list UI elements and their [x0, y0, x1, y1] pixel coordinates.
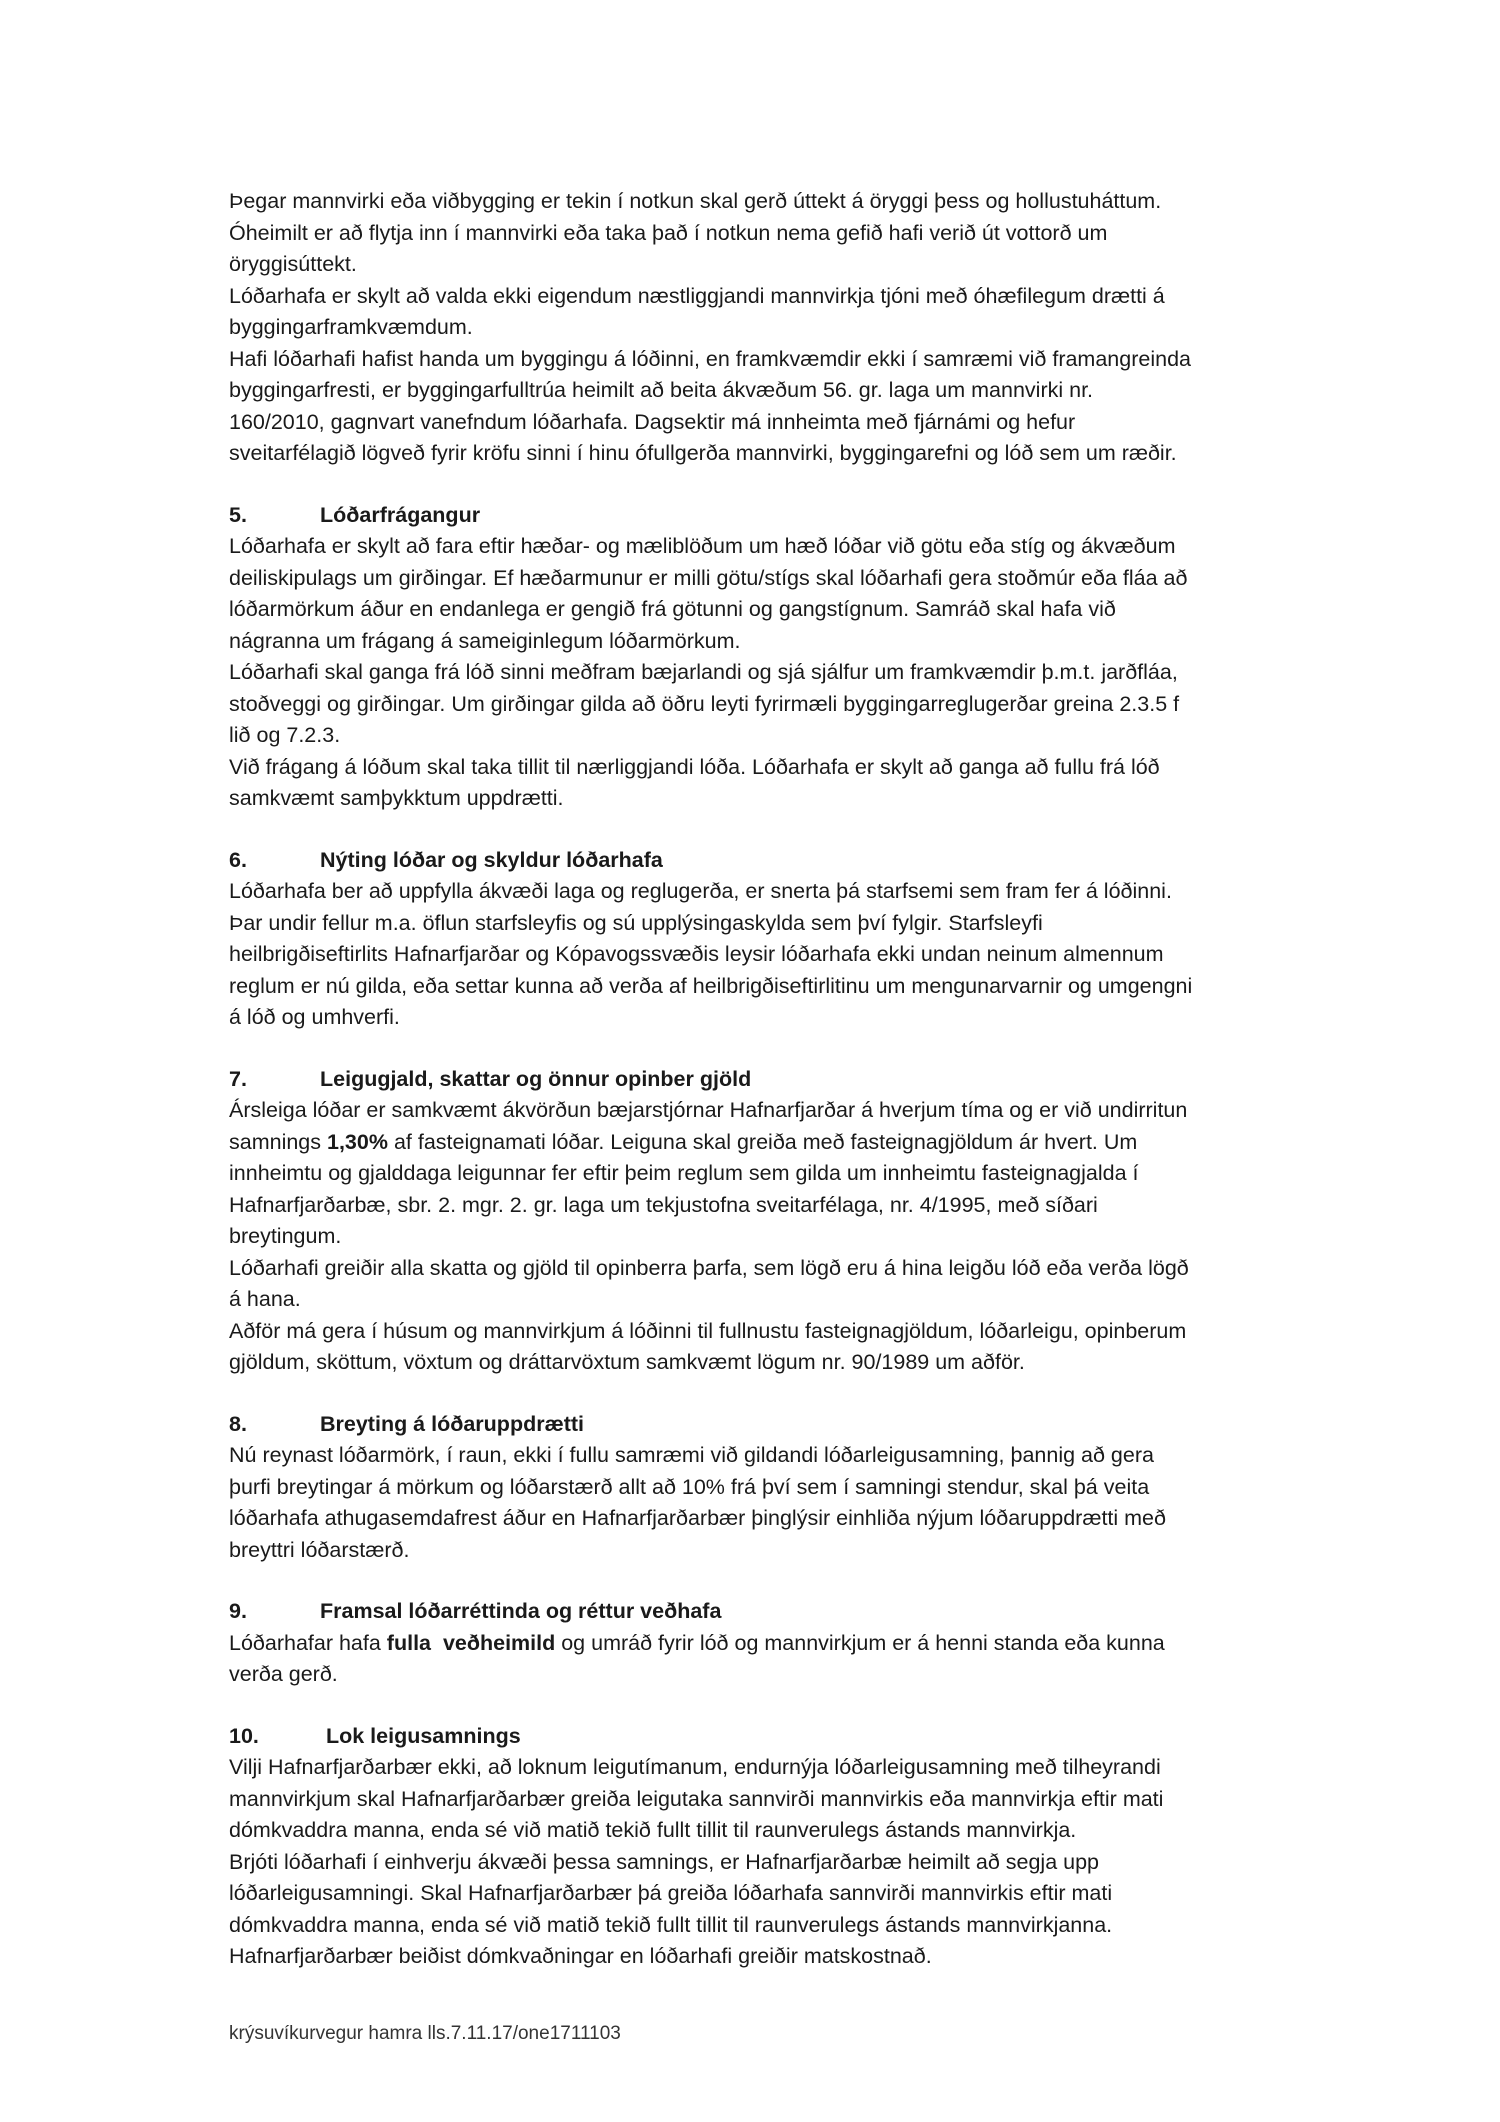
text-line: Lóðarhafa ber að uppfylla ákvæði laga og reglugerða, er snerta þá starfsemi sem fram fer á lóðinni. — [229, 879, 1172, 903]
text-line: lóðarmörkum áður en endanlega er gengið frá götunni og gangstígnum. Samráð skal hafa við — [229, 597, 1116, 621]
text-line: gjöldum, sköttum, vöxtum og dráttarvöxtum samkvæmt lögum nr. 90/1989 um aðför. — [229, 1350, 1025, 1374]
section-body — [229, 1095, 1289, 1379]
text-line: Aðför má gera í húsum og mannvirkjum á lóðinni til fullnustu fasteignagjöldum, lóðarleigu, opinberum — [229, 1318, 1187, 1343]
text-line: byggingarfresti, er byggingarfulltrúa heimilt að beita ákvæðum 56. gr. laga um mannvirki nr. — [229, 378, 1094, 402]
text-line: á lóð og umhverfi. — [229, 1005, 400, 1029]
section-heading — [229, 845, 1289, 877]
text-line: á hana. — [229, 1287, 301, 1311]
section-heading — [229, 1064, 1289, 1096]
text-line: Lóðarhafi skal ganga frá lóð sinni meðfram bæjarlandi og sjá sjálfur um framkvæmdir þ.m.t. jarðfláa, — [229, 660, 1178, 684]
section-body — [229, 1440, 1289, 1566]
section-9 — [229, 1596, 1289, 1691]
bold-term: fulla veðheimild — [386, 1630, 556, 1655]
section-number: 6. — [229, 847, 247, 872]
text-line — [229, 1127, 1289, 1159]
text-line: Lóðarhafa er skylt að fara eftir hæðar- og mæliblöðum um hæð lóðar við götu eða stíg og ákvæðum — [229, 534, 1176, 558]
text-line: Ársleiga lóðar er samkvæmt ákvörðun bæjarstjórnar Hafnarfjarðar á hverjum tíma og er við undirritun — [229, 1098, 1188, 1122]
text-line: dómkvaddra manna, enda sé við matið tekið fullt tillit til raunverulegs ástands mannvirkja. — [229, 1818, 1077, 1842]
section-title: Framsal lóðarréttinda og réttur veðhafa — [320, 1599, 722, 1623]
text-line: dómkvaddra manna, enda sé við matið tekið fullt tillit til raunverulegs ástands mannvirkjanna. — [229, 1912, 1113, 1937]
section-title: Lok leigusamnings — [320, 1723, 521, 1748]
section-number: 8. — [229, 1411, 247, 1436]
text-line: Óheimilt er að flytja inn í mannvirki eða taka það í notkun nema gefið hafi verið út vottorð um — [229, 220, 1108, 245]
text-run: Lóðarhafar hafa — [229, 1630, 387, 1655]
section-title: Lóðarfrágangur — [320, 502, 481, 527]
section-body — [229, 1752, 1289, 1973]
text-line: Hafnarfjarðarbær beiðist dómkvaðningar en lóðarhafi greiðir matskostnað. — [229, 1944, 932, 1968]
text-line: öryggisúttekt. — [229, 252, 357, 276]
text-line — [229, 1628, 1289, 1660]
text-line: nágranna um frágang á sameiginlegum lóðarmörkum. — [229, 628, 741, 653]
text-line: Lóðarhafa er skylt að valda ekki eigendum næstliggjandi mannvirkja tjóni með óhæfilegum drætti á — [229, 283, 1165, 308]
section-number: 7. — [229, 1066, 247, 1091]
section-7 — [229, 1064, 1289, 1379]
page-footer: krýsuvíkurvegur hamra lls.7.11.17/one1711103 — [229, 2023, 621, 2044]
text-run: og umráð fyrir lóð og mannvirkjum er á henni standa eða kunna — [555, 1630, 1165, 1655]
text-line: stoðveggi og girðingar. Um girðingar gilda að öðru leyti fyrirmæli byggingarreglugerðar greina 2.3.5 f — [229, 691, 1180, 716]
text-line: innheimtu og gjalddaga leigunnar fer eftir þeim reglum sem gilda um innheimtu fasteignagjalda í — [229, 1161, 1139, 1185]
text-line: deiliskipulags um girðingar. Ef hæðarmunur er milli götu/stígs skal lóðarhafi gera stoðmúr eða fláa að — [229, 565, 1188, 590]
text-line: reglum er nú gilda, eða settar kunna að verða af heilbrigðiseftirlitinu um mengunarvarnir og umgengni — [229, 973, 1193, 998]
section-8 — [229, 1409, 1289, 1567]
text-line: breyttri lóðarstærð. — [229, 1537, 410, 1562]
text-line: 160/2010, gagnvart vanefndum lóðarhafa. Dagsektir má innheimta með fjárnámi og hefur — [229, 409, 1076, 434]
intro-paragraph — [229, 186, 1289, 470]
section-title: Breyting á lóðaruppdrætti — [320, 1411, 584, 1436]
text-line: Þar undir fellur m.a. öflun starfsleyfis og sú upplýsingaskylda sem því fylgir. Starfsleyfi — [229, 910, 1043, 935]
text-line: Við frágang á lóðum skal taka tillit til nærliggjandi lóða. Lóðarhafa er skylt að ganga að fullu frá lóð — [229, 754, 1160, 779]
text-line: samkvæmt samþykktum uppdrætti. — [229, 786, 564, 810]
section-heading — [229, 1721, 1289, 1753]
text-line: sveitarfélagið lögveð fyrir kröfu sinni í hinu ófullgerða mannvirki, byggingarefni og lóð sem um ræðir. — [229, 441, 1177, 465]
section-heading — [229, 1409, 1289, 1441]
text-line: Nú reynast lóðarmörk, í raun, ekki í fullu samræmi við gildandi lóðarleigusamning, þannig að gera — [229, 1443, 1154, 1467]
section-heading — [229, 1596, 1289, 1628]
text-line: verða gerð. — [229, 1662, 338, 1686]
document-body — [229, 186, 1289, 1973]
section-body — [229, 1628, 1289, 1691]
section-number: 9. — [229, 1599, 247, 1623]
section-number: 10. — [229, 1723, 259, 1748]
text-run: samnings — [229, 1129, 327, 1154]
section-title: Leigugjald, skattar og önnur opinber gjöld — [320, 1066, 752, 1091]
text-line: lóðarleigusamningi. Skal Hafnarfjarðarbær þá greiða lóðarhafa sannvirði mannvirkis eftir mati — [229, 1881, 1113, 1905]
text-line: lóðarhafa athugasemdafrest áður en Hafnarfjarðarbær þinglýsir einhliða nýjum lóðaruppdrætti með — [229, 1506, 1166, 1530]
text-line: byggingarframkvæmdum. — [229, 315, 473, 339]
text-line: Hafi lóðarhafi hafist handa um byggingu á lóðinni, en framkvæmdir ekki í samræmi við framangreinda — [229, 346, 1191, 371]
section-10 — [229, 1721, 1289, 1973]
section-5 — [229, 500, 1289, 815]
text-line: Vilji Hafnarfjarðarbær ekki, að loknum leigutímanum, endurnýja lóðarleigusamning með tilheyrandi — [229, 1755, 1161, 1779]
text-line: Þegar mannvirki eða viðbygging er tekin í notkun skal gerð úttekt á öryggi þess og hollustuháttum. — [229, 189, 1162, 213]
section-body — [229, 876, 1289, 1034]
text-line: Lóðarhafi greiðir alla skatta og gjöld til opinberra þarfa, sem lögð eru á hina leigðu lóð eða verða lögð — [229, 1255, 1189, 1280]
text-line: mannvirkjum skal Hafnarfjarðarbær greiða leigutaka sannvirði mannvirkis eða mannvirkja eftir mati — [229, 1786, 1164, 1811]
text-line: Brjóti lóðarhafi í einhverju ákvæði þessa samnings, er Hafnarfjarðarbæ heimilt að segja upp — [229, 1849, 1100, 1874]
section-6 — [229, 845, 1289, 1034]
lease-rate: 1,30% — [327, 1129, 388, 1154]
text-line: lið og 7.2.3. — [229, 723, 341, 747]
section-title: Nýting lóðar og skyldur lóðarhafa — [320, 847, 663, 872]
text-line: heilbrigðiseftirlits Hafnarfjarðar og Kópavogssvæðis leysir lóðarhafa ekki undan neinum almennum — [229, 942, 1164, 966]
text-line: þurfi breytingar á mörkum og lóðarstærð allt að 10% frá því sem í samningi stendur, skal þá veita — [229, 1474, 1150, 1499]
text-line: Hafnarfjarðarbæ, sbr. 2. mgr. 2. gr. laga um tekjustofna sveitarfélaga, nr. 4/1995, með síðari — [229, 1192, 1098, 1217]
text-line: breytingum. — [229, 1224, 342, 1248]
section-heading — [229, 500, 1289, 532]
text-run: af fasteignamati lóðar. Leiguna skal greiða með fasteignagjöldum ár hvert. Um — [387, 1129, 1138, 1154]
section-number: 5. — [229, 502, 247, 527]
section-body — [229, 531, 1289, 815]
